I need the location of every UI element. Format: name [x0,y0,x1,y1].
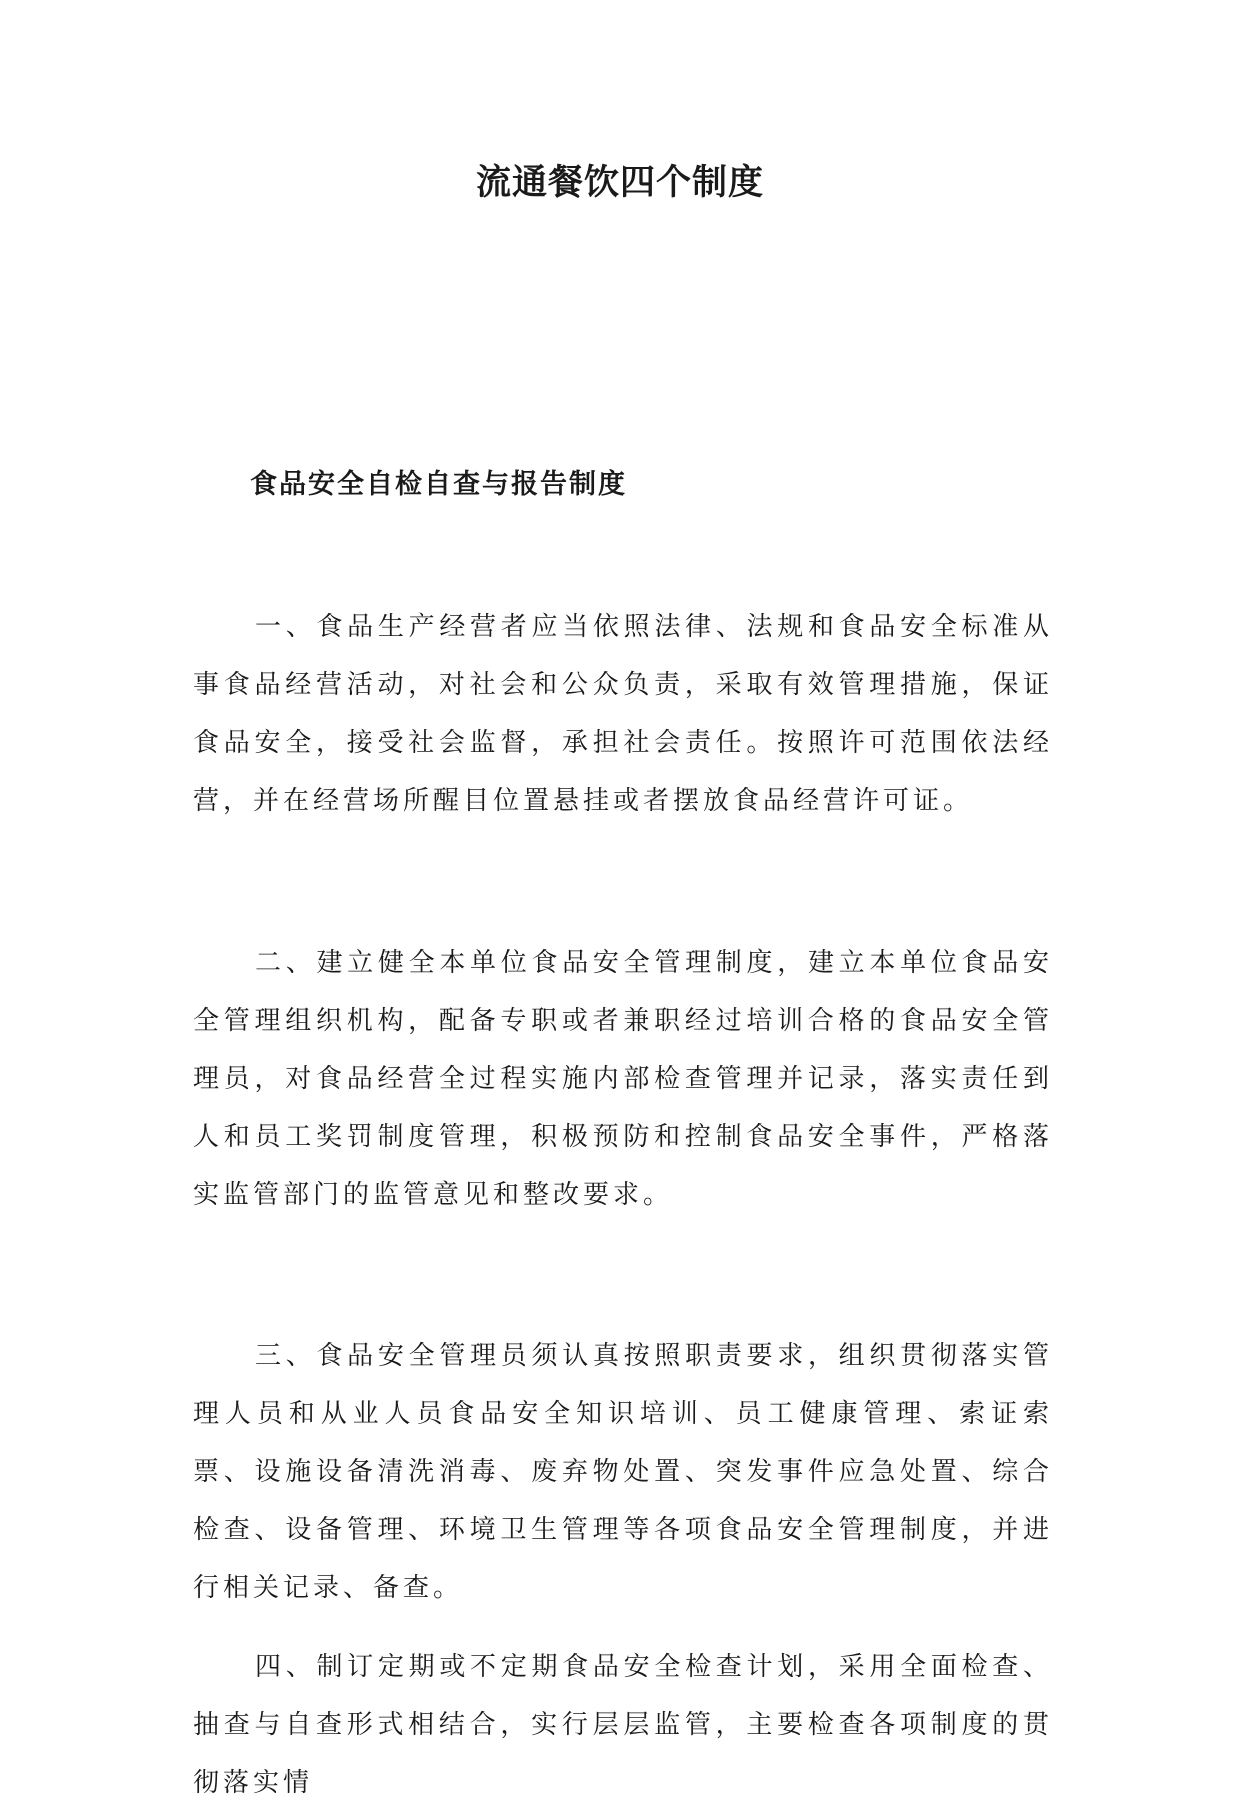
paragraph-4: 四、制订定期或不定期食品安全检查计划，采用全面检查、抽查与自查形式相结合，实行层层监管，主要检查各项制度的贯彻落实情 [193,1652,1053,1798]
paragraph-1: 一、食品生产经营者应当依照法律、法规和食品安全标准从事食品经营活动，对社会和公众负责，采取有效管理措施，保证食品安全，接受社会监督，承担社会责任。按照许可范围依法经营，并在经营场所醒目位置悬挂或者摆放食品经营许可证。 [193,612,1053,816]
document-title: 流通餐饮四个制度 [475,163,764,203]
paragraph-2: 二、建立健全本单位食品安全管理制度，建立本单位食品安全管理组织机构，配备专职或者兼职经过培训合格的食品安全管理员，对食品经营全过程实施内部检查管理并记录，落实责任到人和员工奖罚制度管理，积极预防和控制食品安全事件，严格落实监管部门的监管意见和整改要求。 [193,948,1053,1210]
section-heading: 食品安全自检自查与报告制度 [250,469,627,500]
paragraph-3: 三、食品安全管理员须认真按照职责要求，组织贯彻落实管理人员和从业人员食品安全知识培训、员工健康管理、索证索票、设施设备清洗消毒、废弃物处置、突发事件应急处置、综合检查、设备管理、环境卫生管理等各项食品安全管理制度，并进行相关记录、备查。 [193,1341,1053,1603]
